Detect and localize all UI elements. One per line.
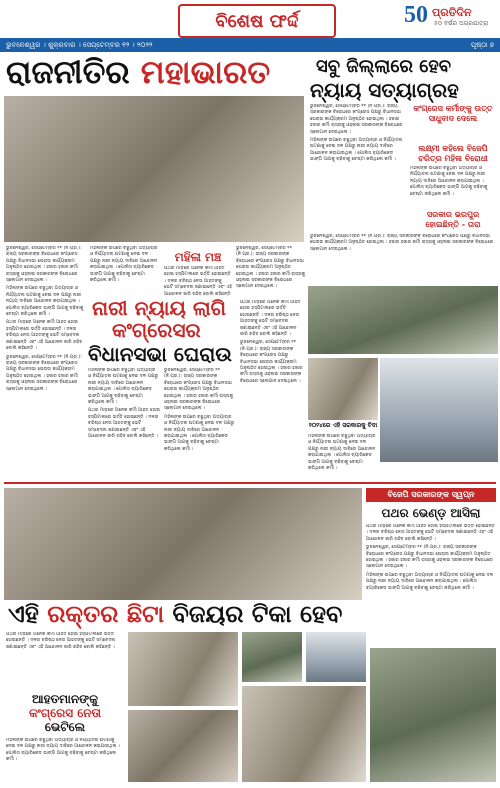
logo-name: ପ୍ରତିଦିନ [432, 6, 472, 19]
center-text-1 [88, 368, 160, 478]
box-headline-1-line1: କଂଗ୍ରେସ କର୍ମୀଙ୍କୁ ଉତ୍ତ [413, 104, 493, 113]
mahila-manch-title: ମହିଳା ମଞ୍ଚ [174, 250, 222, 264]
pathara-headline: ପଥର ଭେଣ୍ଡ଼ ଆସିଲା [381, 506, 481, 520]
nari-headline-2: କଂଗ୍ରେସର [112, 318, 201, 342]
attack-line1: ଆହତମାନଙ୍କୁ [32, 692, 98, 706]
photo-right-text [308, 434, 378, 478]
hospital-photo-2 [242, 632, 302, 682]
date-line [0, 38, 500, 52]
protest-photo-2 [308, 286, 498, 354]
center-para-5: ପଥର ମାଡ଼ରେ ଅନେକ କର୍ମୀ ଆହତ ହୋଇ ହସ୍ପିଟାଲରେ ଭର୍ତ୍ତି ହୋଇଛନ୍ତି । ଦଳର ବରିଷ୍ଠ ନେତା ଆହତଙ୍କୁ ଭେଟି ସମ୍ବେଦନା ଜଣାଇଛନ୍ତି ଏବଂ ଏହି ଆନ୍ଦୋଳନ ଜାରି ରହିବ ବୋଲି କହିଛନ୍ତି । [240, 300, 301, 338]
box-para-2: ଭୁବନେଶ୍ୱର, ସେପ୍ଟେମ୍ବର ୧୧ (ନି.ପ୍ର.): ରାଜ୍ୟ ସରକାରଙ୍କ ବିରୋଧରେ କଂଗ୍ରେସ ପକ୍ଷରୁ ବିଧାନସଭା ଘେରାଉ କାର୍ଯ୍ୟକ୍ରମ ଅନୁଷ୍ଠିତ ହୋଇଥିଲା । ହଜାର ହଜାର କର୍ମୀ ରାସ୍ତାକୁ ଓହ୍ଲାଇ ସରକାରଙ୍କ ବିରୋଧରେ ସ୍ଲୋଗାନ ଦେଇଥିଲେ । [310, 234, 494, 252]
box-column-text-2 [310, 234, 496, 282]
hospital-photo-1 [128, 632, 238, 706]
main-headline [6, 53, 306, 91]
bjp-box-title: ବିଜେପି ସରକାରଙ୍କ ସ୍ୱପ୍ନ [366, 488, 496, 502]
protest-photo-4 [380, 358, 498, 462]
vidhan-sabha-headline: ବିଧାନସଭା ଘେରାଉ [88, 342, 232, 366]
center-para-2: ପଥର ମାଡ଼ରେ ଅନେକ କର୍ମୀ ଆହତ ହୋଇ ହସ୍ପିଟାଲରେ ଭର୍ତ୍ତି ହୋଇଛନ୍ତି । ଦଳର ବରିଷ୍ଠ ନେତା ଆହତଙ୍କୁ ଭେଟି ସମ୍ବେଦନା ଜଣାଇଛନ୍ତି ଏବଂ ଏହି ଆନ୍ଦୋଳନ ଜାରି ରହିବ ବୋଲି କହିଛନ୍ତି । [88, 408, 160, 440]
mid-right-text [236, 246, 306, 294]
hospital-photo-5 [242, 686, 366, 782]
right-column-text [310, 104, 406, 234]
nari-headline-1: ନାରୀ ନ୍ୟାୟ ଲାଗି [92, 296, 226, 320]
bjp-para-3: ମହିଳାଙ୍କ ଉପରେ ବଢୁଥିବା ଅତ୍ୟାଚାର ଓ ନିର୍ଯ୍ୟାତନା ଘଟଣାକୁ ନେଇ ଦଳ ପକ୍ଷରୁ ନାରୀ ନ୍ୟାୟ ଦାବିରେ ଆନ୍ଦୋଳନ କରାଯାଇଥିଲା । ପୋଲିସ ବ୍ୟାରିକେଡ ଭାଙ୍ଗି ଆଗକୁ ବଢିବାକୁ ଚେଷ୍ଟା କରିଥିଲେ କର୍ମୀ । [366, 572, 494, 591]
mahila-para: ପଥର ମାଡ଼ରେ ଅନେକ କର୍ମୀ ଆହତ ହୋଇ ହସ୍ପିଟାଲରେ ଭର୍ତ୍ତି ହୋଇଛନ୍ତି । ଦଳର ବରିଷ୍ଠ ନେତା ଆହତଙ୍କୁ ଭେଟି ସମ୍ବେଦନା ଜଣାଇଛନ୍ତି ଏବଂ ଏହି ଆନ୍ଦୋଳନ ଜାରି ରହିବ ବୋଲି କହିଛନ୍ତି [164, 266, 232, 296]
center-para-6: ଭୁବନେଶ୍ୱର, ସେପ୍ଟେମ୍ବର ୧୧ (ନି.ପ୍ର.): ରାଜ୍ୟ ସରକାରଙ୍କ ବିରୋଧରେ କଂଗ୍ରେସ ପକ୍ଷରୁ ବିଧାନସଭା ଘେରାଉ କାର୍ଯ୍ୟକ୍ରମ ଅନୁଷ୍ଠିତ ହୋଇଥିଲା । ହଜାର ହଜାର କର୍ମୀ ରାସ୍ତାକୁ ଓହ୍ଲାଇ ସରକାରଙ୍କ ବିରୋଧରେ ସ୍ଲୋଗାନ ଦେଇଥିଲେ । [240, 340, 303, 384]
bottom-para-2: ମହିଳାଙ୍କ ଉପରେ ବଢୁଥିବା ଅତ୍ୟାଚାର ଓ ନିର୍ଯ୍ୟାତନା ଘଟଣାକୁ ନେଇ ଦଳ ପକ୍ଷରୁ ନାରୀ ନ୍ୟାୟ ଦାବିରେ ଆନ୍ଦୋଳନ କରାଯାଇଥିଲା । ପୋଲିସ ବ୍ୟାରିକେଡ ଭାଙ୍ଗି ଆଗକୁ ବଢିବାକୁ ଚେଷ୍ଟା କରିଥିଲେ କର୍ମୀ । [6, 738, 121, 763]
center-text-2 [164, 368, 236, 478]
right-para-2: ମହିଳାଙ୍କ ଉପରେ ବଢୁଥିବା ଅତ୍ୟାଚାର ଓ ନିର୍ଯ୍ୟାତନା ଘଟଣାକୁ ନେଇ ଦଳ ପକ୍ଷରୁ ନାରୀ ନ୍ୟାୟ ଦାବିରେ ଆନ୍ଦୋଳନ କରାଯାଇଥିଲା । ପୋଲିସ ବ୍ୟାରିକେଡ ଭାଙ୍ଗି ଆଗକୁ ବଢିବାକୁ ଚେଷ୍ଟା କରିଥିଲେ କର୍ମୀ । [310, 138, 403, 163]
box-headline-2-line2: ଚରିତ୍ର ମହିଳା ବିରୋଧୀ [418, 154, 488, 163]
center-para-3: ଭୁବନେଶ୍ୱର, ସେପ୍ଟେମ୍ବର ୧୧ (ନି.ପ୍ର.): ରାଜ୍ୟ ସରକାରଙ୍କ ବିରୋଧରେ କଂଗ୍ରେସ ପକ୍ଷରୁ ବିଧାନସଭା ଘେରାଉ କାର୍ଯ୍ୟକ୍ରମ ଅନୁଷ୍ଠିତ ହୋଇଥିଲା । ହଜାର ହଜାର କର୍ମୀ ରାସ୍ତାକୁ ଓହ୍ଲାଇ ସରକାରଙ୍କ ବିରୋଧରେ ସ୍ଲୋଗାନ ଦେଇଥିଲେ । [164, 368, 234, 412]
box-headline-3-line1: ସରକାର ଭରପୁର [426, 210, 480, 219]
main-headline-part2: ମହାଭାରତ [140, 53, 271, 91]
hospital-photo-6 [370, 648, 496, 782]
section-divider [4, 482, 496, 484]
box-headline-1-line2: ସାଧୁବାଦ ଦେଲେ [428, 114, 478, 123]
left-para-2: ମହିଳାଙ୍କ ଉପରେ ବଢୁଥିବା ଅତ୍ୟାଚାର ଓ ନିର୍ଯ୍ୟାତନା ଘଟଣାକୁ ନେଇ ଦଳ ପକ୍ଷରୁ ନାରୀ ନ୍ୟାୟ ଦାବିରେ ଆନ୍ଦୋଳନ କରାଯାଇଥିଲା । ପୋଲିସ ବ୍ୟାରିକେଡ ଭାଙ୍ଗି ଆଗକୁ ବଢିବାକୁ ଚେଷ୍ଟା କରିଥିଲେ କର୍ମୀ । [6, 286, 84, 318]
blood-headline [8, 602, 364, 626]
bjp-para-2: ଭୁବନେଶ୍ୱର, ସେପ୍ଟେମ୍ବର ୧୧ (ନି.ପ୍ର.): ରାଜ୍ୟ ସରକାରଙ୍କ ବିରୋଧରେ କଂଗ୍ରେସ ପକ୍ଷରୁ ବିଧାନସଭା ଘେରାଉ କାର୍ଯ୍ୟକ୍ରମ ଅନୁଷ୍ଠିତ ହୋଇଥିଲା । ହଜାର ହଜାର କର୍ମୀ ରାସ୍ତାକୁ ଓହ୍ଲାଇ ସରକାରଙ୍କ ବିରୋଧରେ ସ୍ଲୋଗାନ ଦେଇଥିଲେ । [366, 545, 493, 570]
logo-number: 50 [404, 2, 428, 28]
bottom-para-1: ପଥର ମାଡ଼ରେ ଅନେକ କର୍ମୀ ଆହତ ହୋଇ ହସ୍ପିଟାଲରେ ଭର୍ତ୍ତି ହୋଇଛନ୍ତି । ଦଳର ବରିଷ୍ଠ ନେତା ଆହତଙ୍କୁ ଭେଟି ସମ୍ବେଦନା ଜଣାଇଛନ୍ତି ଏବଂ ଏହି ଆନ୍ଦୋଳନ ଜାରି ରହିବ ବୋଲି କହିଛନ୍ତି । [6, 632, 116, 650]
bjp-para-1: ପଥର ମାଡ଼ରେ ଅନେକ କର୍ମୀ ଆହତ ହୋଇ ହସ୍ପିଟାଲରେ ଭର୍ତ୍ତି ହୋଇଛନ୍ତି । ଦଳର ବରିଷ୍ଠ ନେତା ଆହତଙ୍କୁ ଭେଟି ସମ୍ବେଦନା ଜଣାଇଛନ୍ତି ଏବଂ ଏହି ଆନ୍ଦୋଳନ ଜାରି ରହିବ ବୋଲି କହିଛନ୍ତି । [366, 524, 495, 542]
bjp-box-text [366, 524, 496, 644]
center-para-4: ମହିଳାଙ୍କ ଉପରେ ବଢୁଥିବା ଅତ୍ୟାଚାର ଓ ନିର୍ଯ୍ୟାତନା ଘଟଣାକୁ ନେଇ ଦଳ ପକ୍ଷରୁ ନାରୀ ନ୍ୟାୟ ଦାବିରେ ଆନ୍ଦୋଳନ କରାଯାଇଥିଲା । ପୋଲିସ ବ୍ୟାରିକେଡ ଭାଙ୍ଗି ଆଗକୁ ବଢିବାକୁ ଚେଷ୍ଟା କରିଥିଲେ କର୍ମୀ । [164, 414, 235, 452]
box-headline-3 [410, 210, 496, 230]
page-label: ପୃଷ୍ଠା ୭ [470, 40, 494, 49]
logo-tagline: ୫୦ ବର୍ଷର ଅଗ୍ରଯାତ୍ରା [434, 20, 489, 27]
box-headline-2-line1: ଲକ୍ଷ୍ମୀ କହିଲେ ବିଜେପି [418, 144, 488, 153]
box-headline-3-line2: ହୋଇଛିନ୍ତି - ତାରା [425, 220, 481, 229]
left-para-3: ପଥର ମାଡ଼ରେ ଅନେକ କର୍ମୀ ଆହତ ହୋଇ ହସ୍ପିଟାଲରେ ଭର୍ତ୍ତି ହୋଇଛନ୍ତି । ଦଳର ବରିଷ୍ଠ ନେତା ଆହତଙ୍କୁ ଭେଟି ସମ୍ବେଦନା ଜଣାଇଛନ୍ତି ଏବଂ ଏହି ଆନ୍ଦୋଳନ ଜାରି ରହିବ ବୋଲି କହିଛନ୍ତି । [6, 320, 83, 352]
mid-para-1: ମହିଳାଙ୍କ ଉପରେ ବଢୁଥିବା ଅତ୍ୟାଚାର ଓ ନିର୍ଯ୍ୟାତନା ଘଟଣାକୁ ନେଇ ଦଳ ପକ୍ଷରୁ ନାରୀ ନ୍ୟାୟ ଦାବିରେ ଆନ୍ଦୋଳନ କରାଯାଇଥିଲା । ପୋଲିସ ବ୍ୟାରିକେଡ ଭାଙ୍ଗି ଆଗକୁ ବଢିବାକୁ ଚେଷ୍ଟା କରିଥିଲେ କର୍ମୀ । [90, 246, 158, 284]
protest-photo-main [4, 96, 304, 242]
mid-column-text [90, 246, 160, 294]
left-column-text [6, 246, 86, 478]
center-para-1: ମହିଳାଙ୍କ ଉପରେ ବଢୁଥିବା ଅତ୍ୟାଚାର ଓ ନିର୍ଯ୍ୟାତନା ଘଟଣାକୁ ନେଇ ଦଳ ପକ୍ଷରୁ ନାରୀ ନ୍ୟାୟ ଦାବିରେ ଆନ୍ଦୋଳନ କରାଯାଇଥିଲା । ପୋଲିସ ବ୍ୟାରିକେଡ ଭାଙ୍ଗି ଆଗକୁ ବଢିବାକୁ ଚେଷ୍ଟା କରିଥିଲେ କର୍ମୀ । [88, 368, 159, 406]
protest-photo-3 [308, 358, 378, 420]
main-headline-part1: ରାଜନୀତିର [6, 53, 141, 91]
attack-line2: କଂଗ୍ରେସ ନେତା [28, 706, 102, 720]
hospital-photo-4 [128, 710, 238, 782]
photo-caption: ୨୦୨୪ରେ ଏହି ସରକାରକୁ ବିଦା [308, 422, 378, 429]
blood-part3: ବିଜୟର ଟିକା ହେବ [164, 600, 343, 628]
center-text-3 [240, 300, 304, 478]
box-column-text [410, 166, 496, 208]
bottom-left-text [6, 632, 124, 692]
left-para-1: ଭୁବନେଶ୍ୱର, ସେପ୍ଟେମ୍ବର ୧୧ (ନି.ପ୍ର.): ରାଜ୍ୟ ସରକାରଙ୍କ ବିରୋଧରେ କଂଗ୍ରେସ ପକ୍ଷରୁ ବିଧାନସଭା ଘେରାଉ କାର୍ଯ୍ୟକ୍ରମ ଅନୁଷ୍ଠିତ ହୋଇଥିଲା । ହଜାର ହଜାର କର୍ମୀ ରାସ୍ତାକୁ ଓହ୍ଲାଇ ସରକାରଙ୍କ ବିରୋଧରେ ସ୍ଲୋଗାନ ଦେଇଥିଲେ । [6, 246, 82, 284]
mahila-manch-text [164, 266, 232, 296]
hospital-photo-3 [306, 632, 366, 682]
date-text: ଭୁବନେଶ୍ୱର । ଶୁକ୍ରବାର । ସେପ୍ଟେମ୍ବର ୧୨ । ୨୦୨୨ [6, 40, 153, 49]
bottom-left-text-2 [6, 738, 124, 784]
right-headline-2: ନ୍ୟାୟ ସତ୍ୟାଗ୍ରହ [310, 78, 459, 102]
blood-part2: ରକ୍ତର ଛିଟା [47, 600, 165, 628]
blood-part1: ଏହି [8, 600, 48, 628]
box-headline-1 [410, 104, 496, 124]
attack-line3: ଭେଟିଲେ [44, 720, 86, 734]
box-headline-2 [410, 144, 496, 164]
attack-headline [6, 692, 124, 734]
right-para: ଭୁବନେଶ୍ୱର, ସେପ୍ଟେମ୍ବର ୧୧ (ନି.ପ୍ର.): ରାଜ୍ୟ ସରକାରଙ୍କ ବିରୋଧରେ କଂଗ୍ରେସ ପକ୍ଷରୁ ବିଧାନସଭା ଘେରାଉ କାର୍ଯ୍ୟକ୍ରମ ଅନୁଷ୍ଠିତ ହୋଇଥିଲା । ହଜାର ହଜାର କର୍ମୀ ରାସ୍ତାକୁ ଓହ୍ଲାଇ ସରକାରଙ୍କ ବିରୋଧରେ ସ୍ଲୋଗାନ ଦେଇଥିଲେ । [310, 104, 403, 135]
box-para: ମହିଳାଙ୍କ ଉପରେ ବଢୁଥିବା ଅତ୍ୟାଚାର ଓ ନିର୍ଯ୍ୟାତନା ଘଟଣାକୁ ନେଇ ଦଳ ପକ୍ଷରୁ ନାରୀ ନ୍ୟାୟ ଦାବିରେ ଆନ୍ଦୋଳନ କରାଯାଇଥିଲା । ପୋଲିସ ବ୍ୟାରିକେଡ ଭାଙ୍ଗି ଆଗକୁ ବଢିବାକୁ ଚେଷ୍ଟା କରିଥିଲେ କର୍ମୀ । [410, 166, 488, 197]
right-headline-1: ସବୁ ଜିଲ୍ଲାରେ ହେବ [316, 56, 452, 77]
mid-right-para: ଭୁବନେଶ୍ୱର, ସେପ୍ଟେମ୍ବର ୧୧ (ନି.ପ୍ର.): ରାଜ୍ୟ ସରକାରଙ୍କ ବିରୋଧରେ କଂଗ୍ରେସ ପକ୍ଷରୁ ବିଧାନସଭା ଘେରାଉ କାର୍ଯ୍ୟକ୍ରମ ଅନୁଷ୍ଠିତ ହୋଇଥିଲା । ହଜାର ହଜାର କର୍ମୀ ରାସ୍ତାକୁ ଓହ୍ଲାଇ ସରକାରଙ୍କ ବିରୋଧରେ ସ୍ଲୋଗାନ ଦେଇଥିଲେ । [236, 246, 306, 290]
crowd-photo [4, 488, 362, 600]
photo-right-para: ମହିଳାଙ୍କ ଉପରେ ବଢୁଥିବା ଅତ୍ୟାଚାର ଓ ନିର୍ଯ୍ୟାତନା ଘଟଣାକୁ ନେଇ ଦଳ ପକ୍ଷରୁ ନାରୀ ନ୍ୟାୟ ଦାବିରେ ଆନ୍ଦୋଳନ କରାଯାଇଥିଲା । ପୋଲିସ ବ୍ୟାରିକେଡ ଭାଙ୍ଗି ଆଗକୁ ବଢିବାକୁ ଚେଷ୍ଟା କରିଥିଲେ କର୍ମୀ । [308, 434, 376, 472]
section-title: ବିଶେଷ ଫର୍ଦ୍ଦ [178, 4, 336, 38]
left-para-4: ଭୁବନେଶ୍ୱର, ସେପ୍ଟେମ୍ବର ୧୧ (ନି.ପ୍ର.): ରାଜ୍ୟ ସରକାରଙ୍କ ବିରୋଧରେ କଂଗ୍ରେସ ପକ୍ଷରୁ ବିଧାନସଭା ଘେରାଉ କାର୍ଯ୍ୟକ୍ରମ ଅନୁଷ୍ଠିତ ହୋଇଥିଲା । ହଜାର ହଜାର କର୍ମୀ ରାସ୍ତାକୁ ଓହ୍ଲାଇ ସରକାରଙ୍କ ବିରୋଧରେ ସ୍ଲୋଗାନ ଦେଇଥିଲେ । [6, 354, 82, 392]
